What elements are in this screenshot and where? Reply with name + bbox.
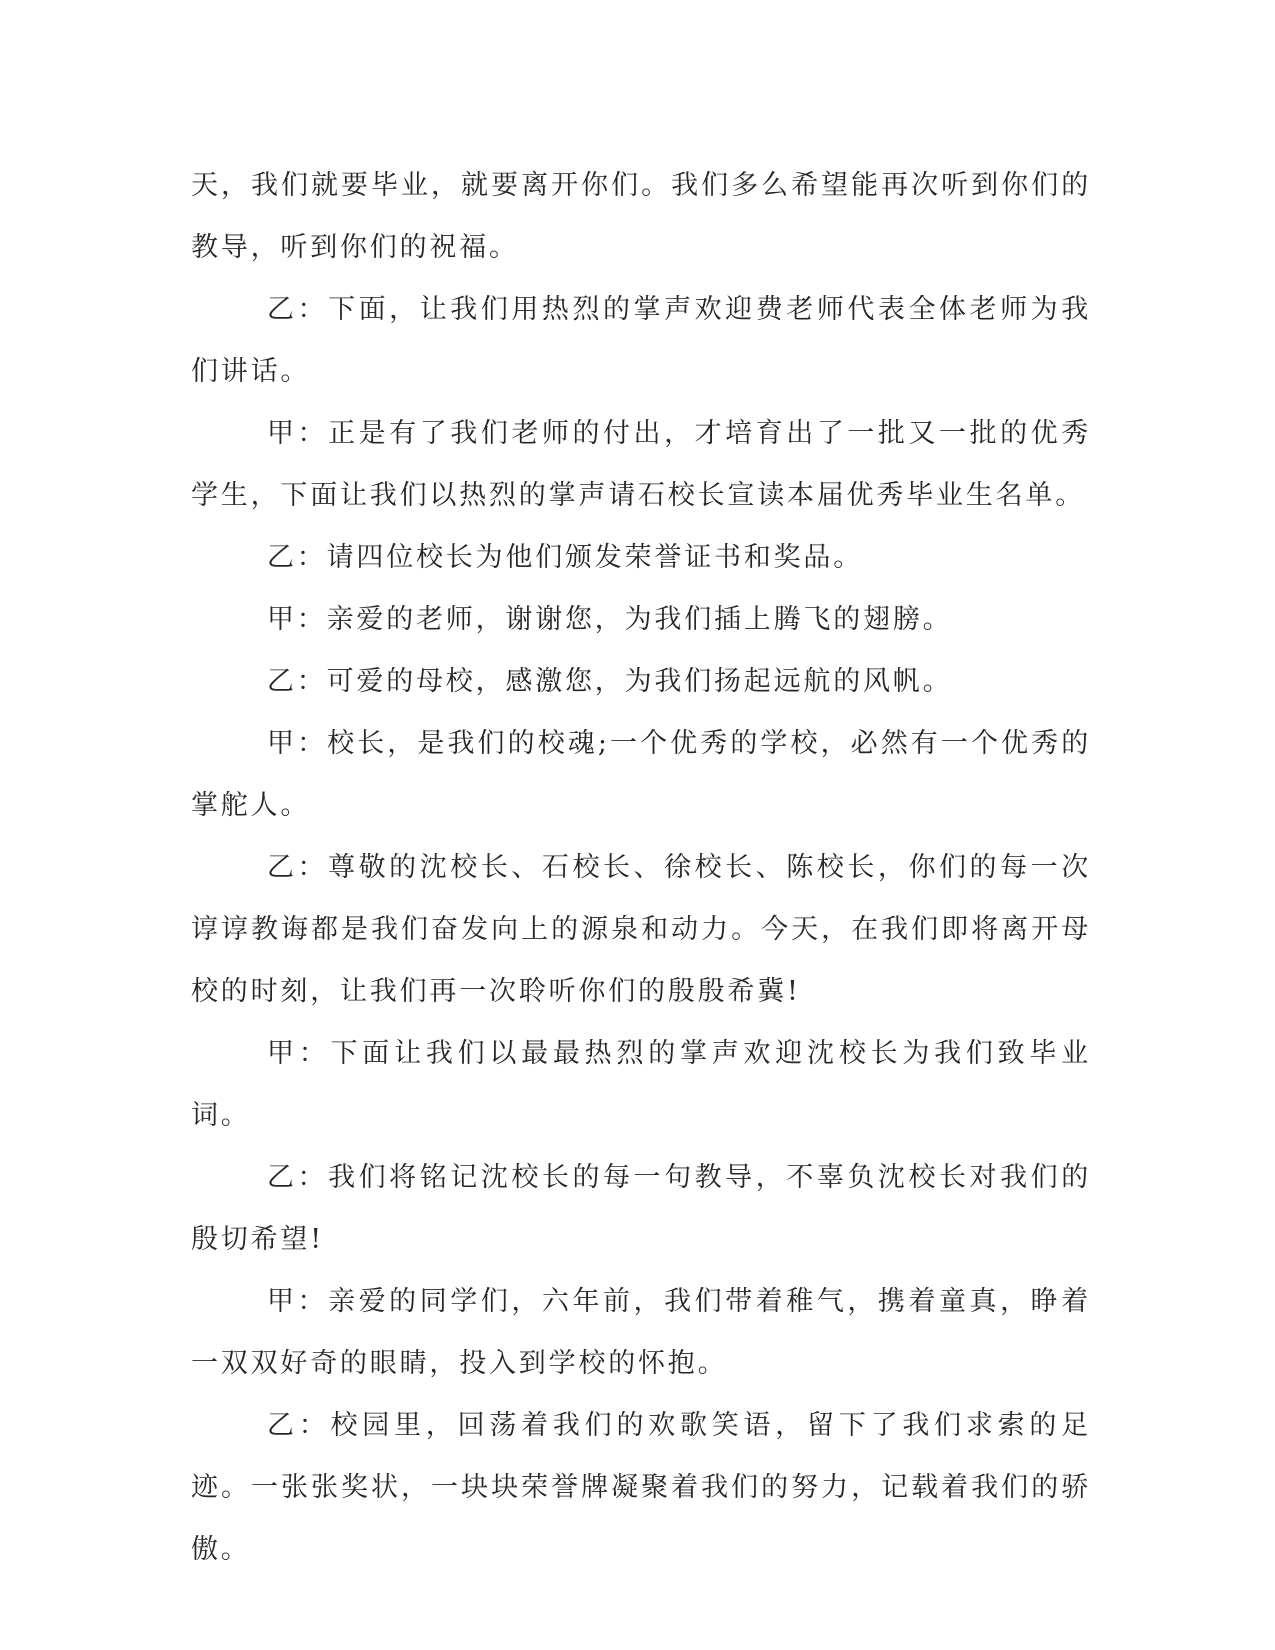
paragraph: 乙：我们将铭记沈校长的每一句教导，不辜负沈校长对我们的殷切希望!	[191, 1162, 1091, 1255]
paragraph: 甲：下面让我们以最最热烈的掌声欢迎沈校长为我们致毕业词。	[191, 1038, 1091, 1131]
paragraph: 甲：亲爱的同学们，六年前，我们带着稚气，携着童真，睁着一双双好奇的眼睛，投入到学校的怀抱。	[191, 1286, 1091, 1379]
paragraph: 甲：校长，是我们的校魂;一个优秀的学校，必然有一个优秀的掌舵人。	[191, 728, 1091, 821]
paragraph: 甲：亲爱的老师，谢谢您，为我们插上腾飞的翅膀。	[267, 604, 953, 635]
paragraph: 乙：下面，让我们用热烈的掌声欢迎费老师代表全体老师为我们讲话。	[191, 294, 1091, 387]
paragraph: 甲：正是有了我们老师的付出，才培育出了一批又一批的优秀学生，下面让我们以热烈的掌声请石校长宣读本届优秀毕业生名单。	[191, 418, 1091, 511]
paragraph: 乙：可爱的母校，感激您，为我们扬起远航的风帆。	[267, 666, 953, 697]
document-body	[191, 155, 1091, 1581]
paragraph: 乙：请四位校长为他们颁发荣誉证书和奖品。	[267, 542, 863, 573]
paragraph: 乙：尊敬的沈校长、石校长、徐校长、陈校长，你们的每一次谆谆教诲都是我们奋发向上的源泉和动力。今天，在我们即将离开母校的时刻，让我们再一次聆听你们的殷殷希冀!	[191, 852, 1091, 1007]
paragraph: 乙：校园里，回荡着我们的欢歌笑语，留下了我们求索的足迹。一张张奖状，一块块荣誉牌凝聚着我们的努力，记载着我们的骄傲。	[191, 1410, 1091, 1565]
paragraph-continuation: 天，我们就要毕业，就要离开你们。我们多么希望能再次听到你们的教导，听到你们的祝福。	[191, 170, 1091, 263]
